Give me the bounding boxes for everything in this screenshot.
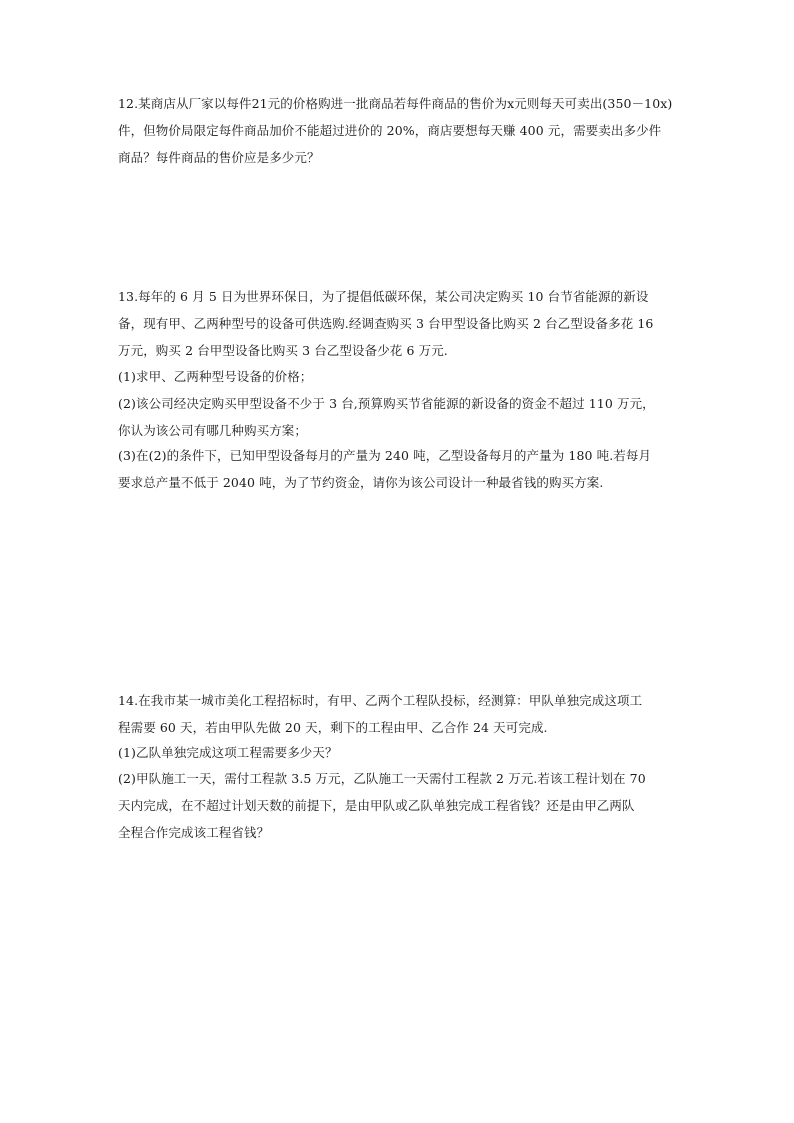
problem-14-part-2-line-3: 全程合作完成该工程省钱？	[118, 825, 270, 840]
problem-12-line-1: 12.某商店从厂家以每件21元的价格购进一批商品若每件商品的售价为x元则每天可卖出(350－10x)	[118, 96, 673, 111]
problem-14-part-1: (1)乙队单独完成这项工程需要多少天？	[118, 745, 338, 760]
problem-14-line-1: 14.在我市某一城市美化工程招标时，有甲、乙两个工程队投标，经测算：甲队单独完成这项工	[118, 693, 643, 708]
problem-12-line-2: 件，但物价局限定每件商品加价不能超过进价的 20%，商店要想每天赚 400 元，需要卖出多少件	[118, 123, 662, 138]
problem-14-line-2: 程需要 60 天，若由甲队先做 20 天，剩下的工程由甲、乙合作 24 天可完成.	[118, 720, 548, 735]
problem-13-part-3-line-2: 要求总产量不低于 2040 吨，为了节约资金，请你为该公司设计一种最省钱的购买方案.	[118, 475, 604, 490]
problem-14-part-2-line-1: (2)甲队施工一天，需付工程款 3.5 万元，乙队施工一天需付工程款 2 万元.若该工程计划在 70	[118, 771, 646, 786]
problem-13-line-3: 万元，购买 2 台甲型设备比购买 3 台乙型设备少花 6 万元.	[118, 343, 448, 358]
problem-13-part-3-line-1: (3)在(2)的条件下，已知甲型设备每月的产量为 240 吨，乙型设备每月的产量为 180 吨.若每月	[118, 448, 652, 463]
problem-13-line-1: 13.每年的 6 月 5 日为世界环保日，为了提倡低碳环保，某公司决定购买 10 台节省能源的新设	[118, 289, 649, 304]
problem-14-part-2-line-2: 天内完成，在不超过计划天数的前提下，是由甲队或乙队单独完成工程省钱？还是由甲乙两队	[118, 798, 635, 813]
problem-12-line-3: 商品？每件商品的售价应是多少元？	[118, 150, 320, 165]
problem-13-part-2-line-1: (2)该公司经决定购买甲型设备不少于 3 台,预算购买节省能源的新设备的资金不超过 110 万元，	[118, 396, 655, 411]
problem-13-part-2-line-2: 你认为该公司有哪几种购买方案；	[118, 423, 308, 438]
problem-13-part-1: (1)求甲、乙两种型号设备的价格；	[118, 369, 313, 384]
problem-13-line-2: 备，现有甲、乙两种型号的设备可供选购.经调查购买 3 台甲型设备比购买 2 台乙型设备多花 16	[118, 316, 654, 331]
